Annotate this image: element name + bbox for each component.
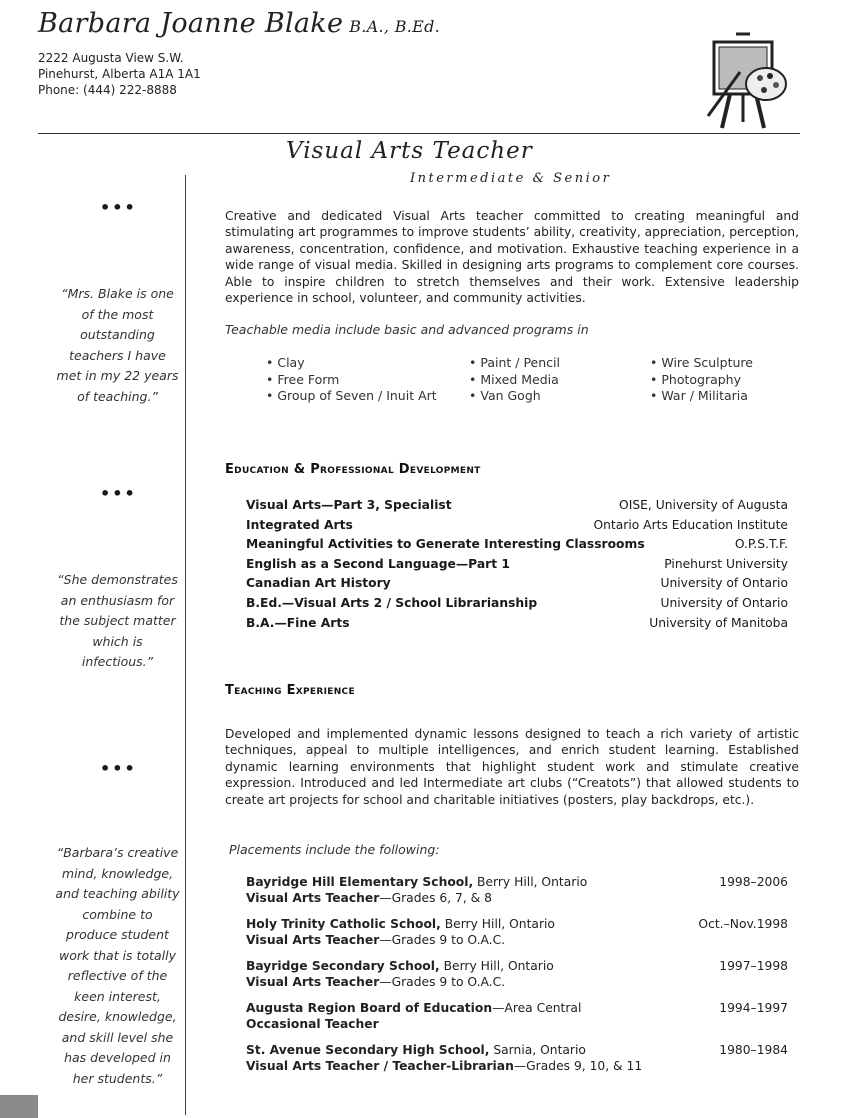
corner-marker: [0, 1095, 38, 1118]
list-item: • Wire Sculpture: [650, 355, 753, 372]
media-lead: Teachable media include basic and advanced programs in: [225, 322, 589, 337]
ornament-dots: •••: [100, 198, 137, 217]
job-role: Visual Arts Teacher / Teacher-Librarian: [246, 1059, 514, 1073]
education-list: [246, 498, 788, 635]
job-dates: 1994–1997: [719, 1001, 788, 1015]
school-name: Bayridge Secondary School,: [246, 959, 440, 973]
experience-heading: Teaching Experience: [225, 683, 355, 698]
table-row: [246, 557, 788, 577]
contact-block: [38, 50, 201, 98]
table-row: [246, 537, 788, 557]
job-role: Occasional Teacher: [246, 1017, 379, 1031]
list-item: • Free Form: [266, 372, 437, 389]
testimonial-quote: “She demonstrates an enthusiasm for the subject matter which is infectious.”: [57, 572, 178, 669]
list-item: [246, 1000, 788, 1032]
list-item: • Van Gogh: [469, 388, 560, 405]
job-role: Visual Arts Teacher: [246, 891, 380, 905]
school-location: Berry Hill, Ontario: [439, 959, 554, 973]
phone: Phone: (444) 222-8888: [38, 83, 177, 97]
job-dates: 1980–1984: [719, 1043, 788, 1057]
testimonial-quote: “Mrs. Blake is one of the most outstanding teachers I have met in my 22 years of teaching.”: [56, 286, 179, 404]
resume-title: Visual Arts Teacher: [286, 138, 533, 164]
job-detail: —Grades 9 to O.A.C.: [379, 933, 506, 947]
media-list-2: [469, 355, 560, 405]
resume-subtitle: Intermediate & Senior: [410, 171, 612, 186]
table-row: [246, 518, 788, 538]
course: Canadian Art History: [246, 576, 391, 591]
job-detail: —Grades 9, 10, & 11: [513, 1059, 643, 1073]
course: Integrated Arts: [246, 517, 353, 532]
school-location: Berry Hill, Ontario: [473, 875, 588, 889]
job-dates: Oct.–Nov.1998: [698, 917, 788, 931]
ornament-dots: •••: [100, 759, 137, 778]
media-list-3: [650, 355, 753, 405]
school-location: —Area Central: [492, 1001, 582, 1015]
job-dates: 1997–1998: [719, 959, 788, 973]
course: Visual Arts—Part 3, Specialist: [246, 498, 452, 512]
course: B.A.—Fine Arts: [246, 615, 350, 630]
sidebar-divider: [185, 175, 186, 1115]
testimonial-quote: “Barbara’s creative mind, knowledge, and teaching ability combine to produce student work that is totally reflective of the keen interest, desire, knowledge, and skill level she has developed in her students.”: [55, 845, 180, 1086]
candidate-name: Barbara Joanne Blake B.A., B.Ed.: [38, 8, 441, 39]
institution: University of Manitoba: [649, 615, 788, 630]
course: B.Ed.—Visual Arts 2 / School Librarianship: [246, 595, 538, 610]
experience-paragraph: Developed and implemented dynamic lessons designed to teach a rich variety of artistic techniques, appeal to multiple intelligences, and enrich student learning. Established dynamic learning environments that highlight student work and stimulate creative expression. Introduced and led Intermediate art clubs (“Creatots”) that allowed students to create art projects for school and charitable initiatives (posters, play backdrops, etc.).: [225, 727, 799, 807]
job-dates: 1998–2006: [719, 875, 788, 889]
list-item: [246, 874, 788, 906]
institution: OISE, University of Augusta: [619, 498, 788, 512]
table-row: [246, 576, 788, 596]
job-detail: —Grades 9 to O.A.C.: [379, 975, 506, 989]
summary-paragraph: Creative and dedicated Visual Arts teacher committed to creating meaningful and stimulating art programmes to improve students’ ability, creativity, appreciation, perception, awareness, concentration, confidence, and motivation. Exhaustive teaching experience in a wide range of visual media. Skilled in designing arts programs to complement core courses. Able to inspire children to stretch themselves and their work. Extensive leadership experience in school, volunteer, and community activities.: [225, 209, 799, 306]
list-item: • Paint / Pencil: [469, 355, 560, 372]
school-name: Holy Trinity Catholic School,: [246, 917, 441, 931]
list-item: [246, 916, 788, 948]
job-role: Visual Arts Teacher: [246, 933, 380, 947]
list-item: [246, 958, 788, 990]
placements-lead: Placements include the following:: [229, 842, 440, 857]
course: English as a Second Language—Part 1: [246, 556, 510, 571]
job-detail: —Grades 6, 7, & 8: [379, 891, 493, 905]
course: Meaningful Activities to Generate Interesting Classrooms: [246, 537, 645, 552]
list-item: • War / Militaria: [650, 388, 753, 405]
list-item: • Group of Seven / Inuit Art: [266, 388, 437, 405]
institution: University of Ontario: [660, 576, 788, 591]
institution: Ontario Arts Education Institute: [593, 517, 788, 532]
header-divider: [38, 133, 800, 134]
institution: O.P.S.T.F.: [734, 537, 788, 552]
address-line-2: Pinehurst, Alberta A1A 1A1: [38, 67, 201, 81]
list-item: [246, 1042, 788, 1074]
school-name: Bayridge Hill Elementary School,: [246, 875, 474, 889]
table-row: [246, 498, 788, 518]
table-row: [246, 596, 788, 616]
school-location: Sarnia, Ontario: [489, 1043, 586, 1057]
education-heading: Education & Professional Development: [225, 462, 481, 477]
job-role: Visual Arts Teacher: [246, 975, 380, 989]
ornament-dots: •••: [100, 484, 137, 503]
list-item: • Photography: [650, 372, 753, 389]
media-list-1: [266, 355, 437, 405]
table-row: [246, 616, 788, 636]
address-line-1: 2222 Augusta View S.W.: [38, 51, 184, 65]
easel-palette-icon: [700, 30, 790, 130]
list-item: • Clay: [266, 355, 437, 372]
school-name: St. Avenue Secondary High School,: [246, 1043, 490, 1057]
institution: University of Ontario: [660, 595, 788, 610]
credentials: B.A., B.Ed.: [349, 17, 441, 36]
school-name: Augusta Region Board of Education: [246, 1001, 493, 1015]
list-item: • Mixed Media: [469, 372, 560, 389]
school-location: Berry Hill, Ontario: [440, 917, 555, 931]
institution: Pinehurst University: [664, 556, 788, 571]
